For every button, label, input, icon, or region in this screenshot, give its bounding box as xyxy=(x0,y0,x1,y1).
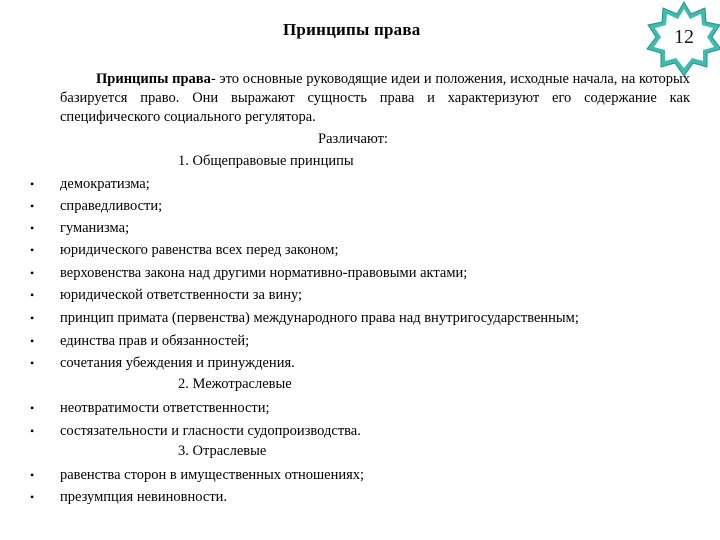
list-item xyxy=(0,487,720,509)
group-heading-intersectoral: 2. Межотраслевые xyxy=(178,376,292,392)
list-item-text: презумпция невиновности. xyxy=(60,489,228,505)
intro-paragraph xyxy=(60,70,690,127)
list-item xyxy=(0,421,720,443)
list-item xyxy=(0,196,720,218)
list-item xyxy=(0,174,720,196)
intro-text: - это основные руководящие идеи и положения, исходные начала, на которых базируется право. Они выражают сущность права и характеризуют его содержание как специфического социального регулятора. xyxy=(60,71,690,125)
slide-title: Принципы права xyxy=(283,20,421,39)
list-item-text: юридической ответственности за вину; xyxy=(60,287,303,303)
bullet-icon: • xyxy=(30,266,35,280)
bullet-icon: • xyxy=(30,177,35,191)
list-item-text: сочетания убеждения и принуждения. xyxy=(60,355,295,371)
list-item xyxy=(0,353,720,375)
list-item-text: равенства сторон в имущественных отношениях; xyxy=(60,467,365,483)
list-item xyxy=(0,263,720,285)
list-item xyxy=(0,308,720,330)
list-item-text: неотвратимости ответственности; xyxy=(60,400,270,416)
bullet-icon: • xyxy=(30,199,35,213)
intro-lead: Принципы права xyxy=(96,71,211,87)
bullet-icon: • xyxy=(30,468,35,482)
list-item xyxy=(0,331,720,353)
list-item-text: справедливости; xyxy=(60,198,163,214)
list-item xyxy=(0,218,720,240)
list-item-text: гуманизма; xyxy=(60,220,130,236)
bullet-icon: • xyxy=(30,243,35,257)
bullet-icon: • xyxy=(30,334,35,348)
list-item xyxy=(0,285,720,307)
bullet-icon: • xyxy=(30,356,35,370)
bullet-icon: • xyxy=(30,490,35,504)
slide-number: 12 xyxy=(674,26,694,48)
list-item-text: демократизма; xyxy=(60,176,150,192)
bullet-icon: • xyxy=(30,424,35,438)
list-item-text: принцип примата (первенства) международного права над внутригосударственным; xyxy=(60,310,579,326)
list-item-text: верховенства закона над другими нормативно-правовыми актами; xyxy=(60,265,468,281)
distinguish-label: Различают: xyxy=(318,131,388,147)
bullet-icon: • xyxy=(30,288,35,302)
bullet-icon: • xyxy=(30,221,35,235)
group-heading-sectoral: 3. Отраслевые xyxy=(178,443,267,459)
list-item-text: юридического равенства всех перед законом; xyxy=(60,242,339,258)
list-item-text: единства прав и обязанностей; xyxy=(60,333,250,349)
bullet-icon: • xyxy=(30,311,35,325)
slide-number-badge xyxy=(645,0,720,78)
list-item xyxy=(0,398,720,420)
bullet-icon: • xyxy=(30,401,35,415)
group-heading-general: 1. Общеправовые принципы xyxy=(178,153,354,169)
list-item xyxy=(0,465,720,487)
list-item xyxy=(0,240,720,262)
list-item-text: состязательности и гласности судопроизводства. xyxy=(60,423,361,439)
